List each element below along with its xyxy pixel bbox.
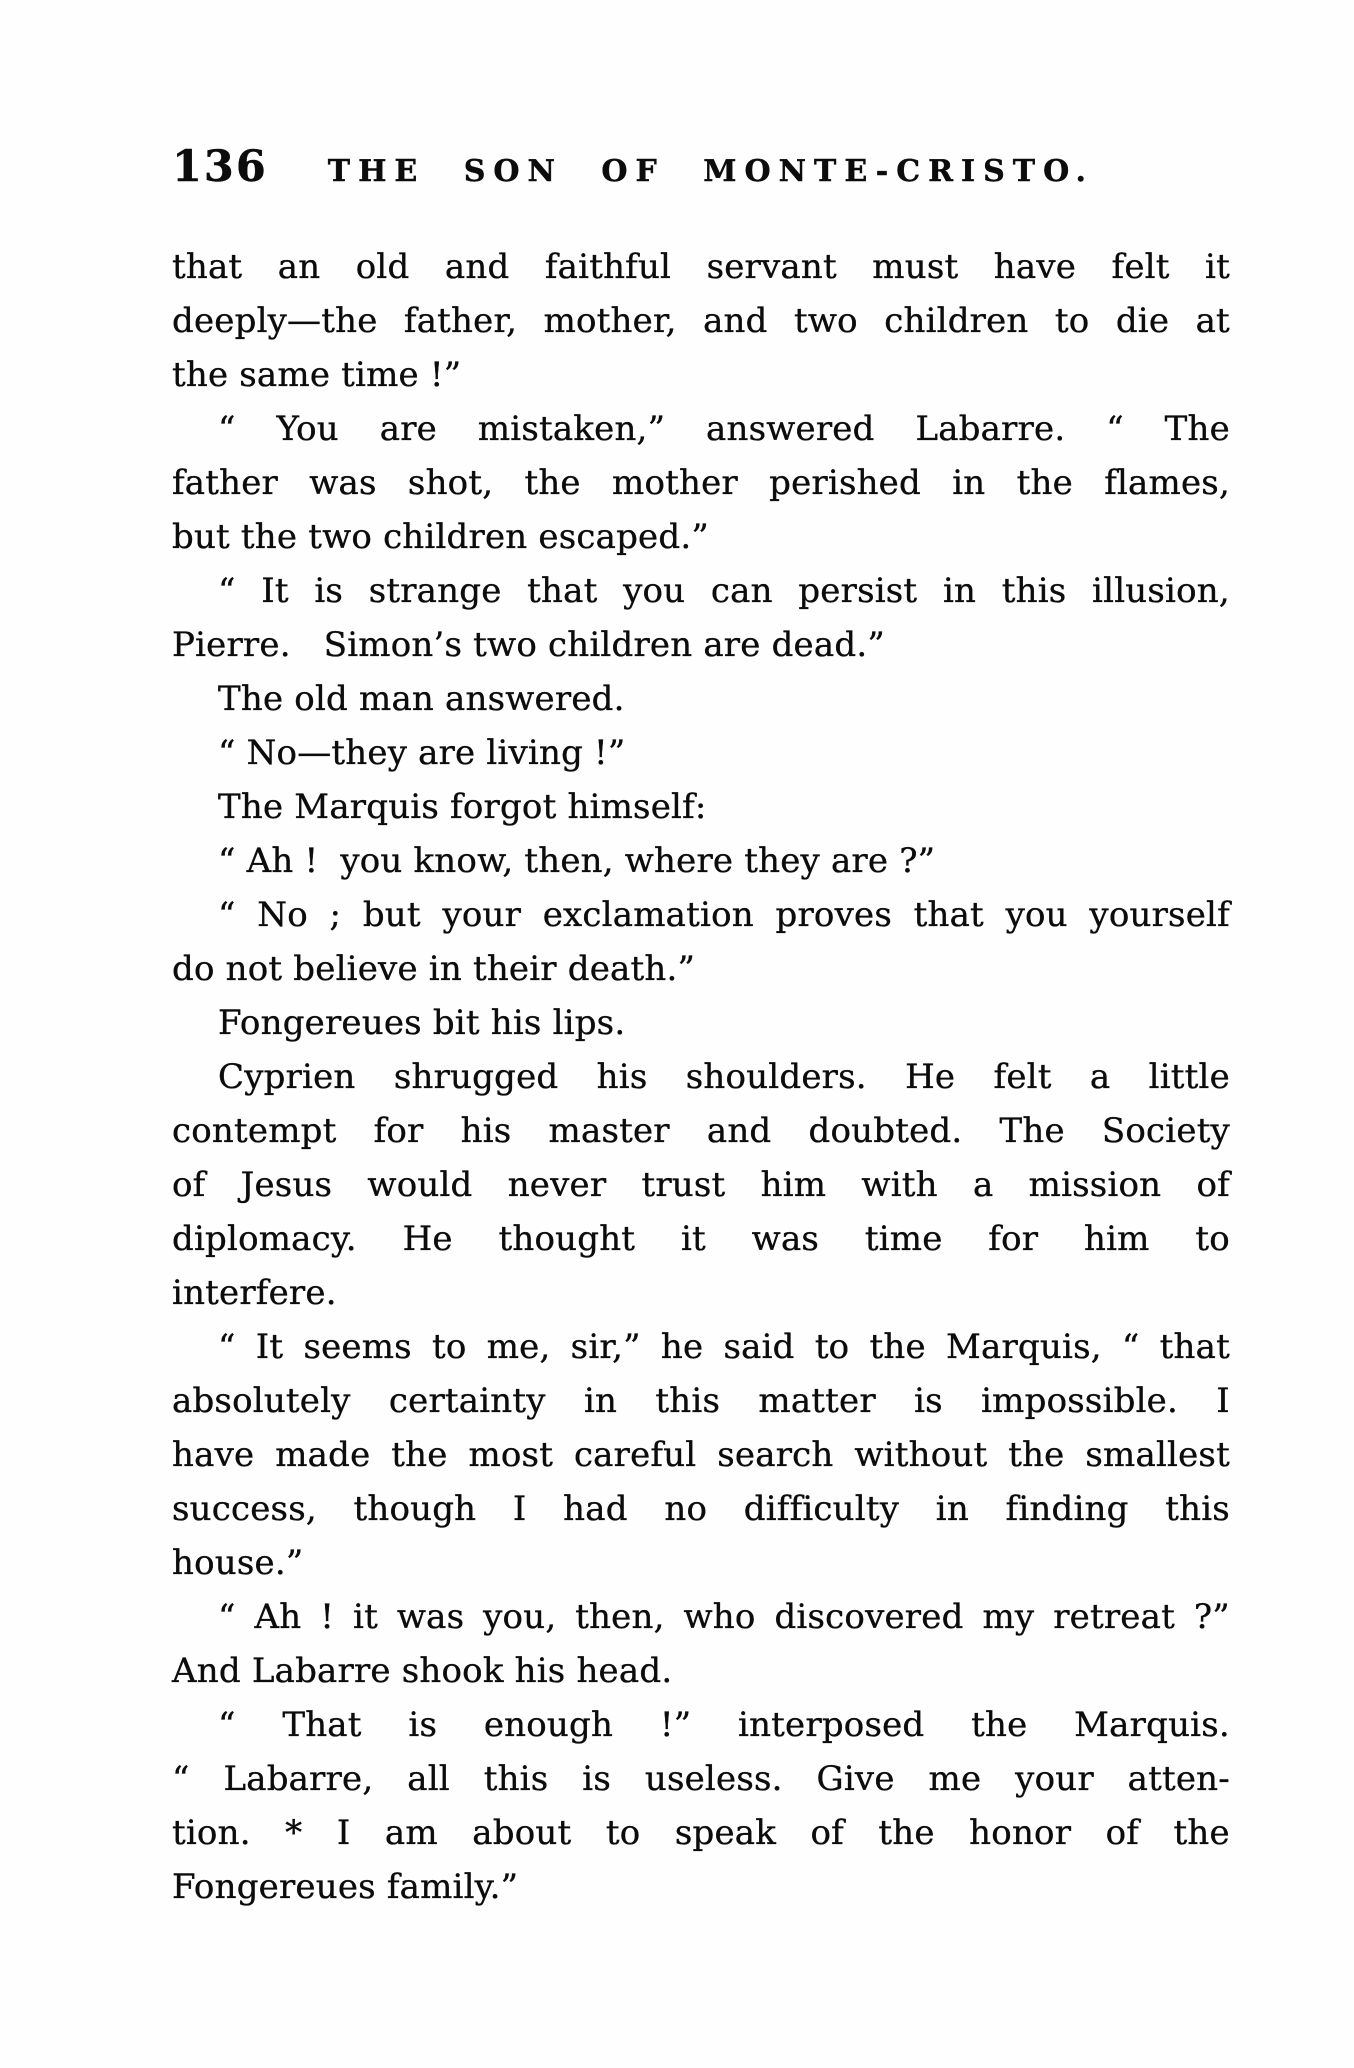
text-line: Fongereues family.” <box>172 1867 519 1907</box>
text-line: “ You are mistaken,” answered Labarre. “ The <box>218 409 1230 449</box>
text-line: tion. * I am about to speak of the honor of the <box>172 1813 1230 1853</box>
text-line: interfere. <box>172 1273 337 1313</box>
text-line: house.” <box>172 1543 304 1583</box>
text-line: “ That is enough !” interposed the Marquis. <box>218 1705 1230 1745</box>
text-line: do not believe in their death.” <box>172 949 696 989</box>
text-line: Cyprien shrugged his shoulders. He felt a little <box>218 1057 1230 1097</box>
text-line: the same time !” <box>172 355 462 395</box>
text-line: “ Ah ! you know, then, where they are ?” <box>218 841 936 881</box>
text-line: deeply—the father, mother, and two children to die at <box>172 301 1230 341</box>
text-line: And Labarre shook his head. <box>172 1651 673 1691</box>
text-line: The Marquis forgot himself: <box>218 787 707 827</box>
text-line: contempt for his master and doubted. The Society <box>172 1111 1230 1151</box>
page-header <box>172 142 1230 192</box>
running-title: THE SON OF MONTE-CRISTO. <box>327 154 1094 189</box>
text-line: Fongereues bit his lips. <box>218 1003 626 1043</box>
page-number: 136 <box>172 142 268 192</box>
text-line: success, though I had no difficulty in finding this <box>172 1489 1230 1529</box>
text-line: father was shot, the mother perished in the flames, <box>172 463 1230 503</box>
text-line: absolutely certainty in this matter is impossible. I <box>172 1381 1230 1421</box>
text-line: “ It is strange that you can persist in this illusion, <box>218 571 1230 611</box>
text-line: “ No—they are living !” <box>218 733 626 773</box>
text-line: diplomacy. He thought it was time for him to <box>172 1219 1230 1259</box>
text-line: have made the most careful search without the smallest <box>172 1435 1230 1475</box>
text-line: The old man answered. <box>218 679 625 719</box>
text-line: “ Ah ! it was you, then, who discovered my retreat ?” <box>218 1597 1230 1637</box>
text-line: “ It seems to me, sir,” he said to the Marquis, “ that <box>218 1327 1230 1367</box>
text-block <box>172 240 1230 1914</box>
text-line: “ No ; but your exclamation proves that you yourself <box>218 895 1230 935</box>
text-line: Pierre. Simon’s two children are dead.” <box>172 625 885 665</box>
text-line: that an old and faithful servant must have felt it <box>172 247 1230 287</box>
text-line: “ Labarre, all this is useless. Give me your atten- <box>172 1759 1230 1799</box>
text-line: but the two children escaped.” <box>172 517 709 557</box>
text-line: of Jesus would never trust him with a mission of <box>172 1165 1230 1205</box>
